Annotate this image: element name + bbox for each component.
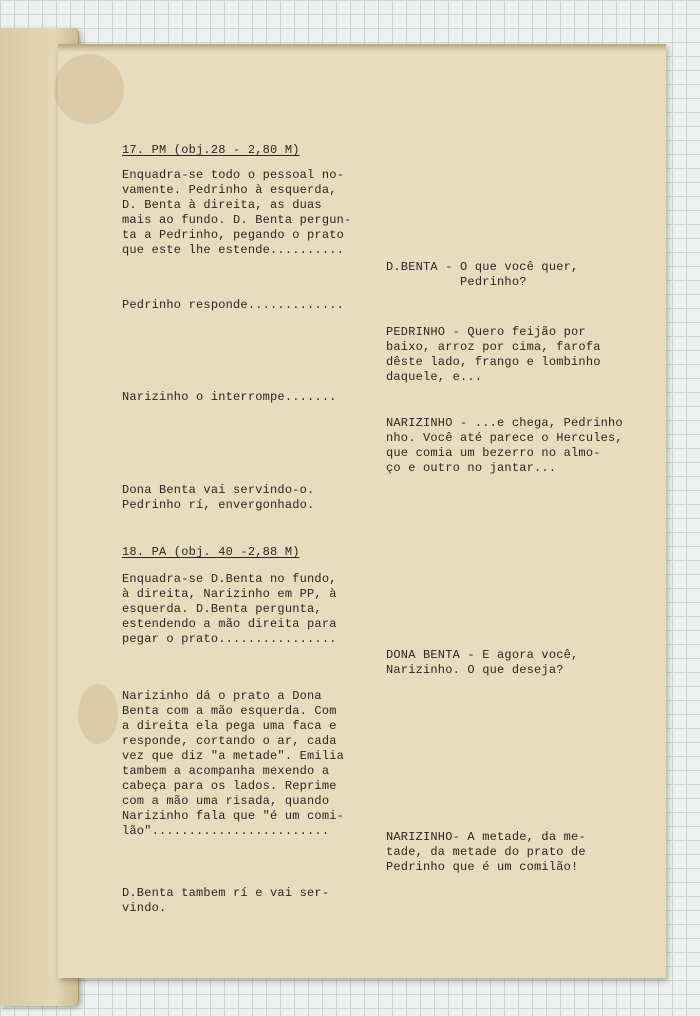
scene18-action2-line: a direita ela pega uma faca e — [122, 719, 337, 733]
scene17-action-line: Enquadra-se todo o pessoal no- — [122, 168, 345, 182]
dialogue-narizinho: que comia um bezerro no almo- — [386, 446, 601, 460]
dialogue-pedrinho: dêste lado, frango e lombinho — [386, 355, 601, 369]
scene18-action2-line: cabeça para os lados. Reprime — [122, 779, 337, 793]
dialogue-pedrinho: daquele, e... — [386, 370, 483, 384]
script-page — [58, 44, 666, 978]
dialogue-dona-benta: DONA BENTA - E agora você, — [386, 648, 579, 662]
dialogue-pedrinho: PEDRINHO - Quero feijão por — [386, 325, 586, 339]
scene17-action-line: que este lhe estende.......... — [122, 243, 345, 257]
dialogue-narizinho-2: tade, da metade do prato de — [386, 845, 586, 859]
scene17-action3: Narizinho o interrompe....... — [122, 390, 337, 404]
dialogue-narizinho-2: NARIZINHO- A metade, da me- — [386, 830, 586, 844]
scene17-action4: Pedrinho rí, envergonhado. — [122, 498, 315, 512]
stain — [78, 684, 118, 744]
dialogue-dbenta: D.BENTA - O que você quer, — [386, 260, 579, 274]
scene17-heading: 17. PM (obj.28 - 2,80 M) — [122, 143, 300, 157]
scene17-action-line: vamente. Pedrinho à esquerda, — [122, 183, 337, 197]
scene18-action2-line: responde, cortando o ar, cada — [122, 734, 337, 748]
scene18-action3: vindo. — [122, 901, 167, 915]
dialogue-pedrinho: baixo, arroz por cima, farofa — [386, 340, 601, 354]
scene18-action2-line: Narizinho dá o prato a Dona — [122, 689, 322, 703]
scene17-action-line: ta a Pedrinho, pegando o prato — [122, 228, 345, 242]
scene17-action-line: D. Benta à direita, as duas — [122, 198, 322, 212]
scene17-action-line: mais ao fundo. D. Benta pergun- — [122, 213, 352, 227]
scene18-action2-line: com a mão uma risada, quando — [122, 794, 330, 808]
scene18-action2-line: Benta com a mão esquerda. Com — [122, 704, 337, 718]
scene18-heading: 18. PA (obj. 40 -2,88 M) — [122, 545, 300, 559]
scene17-action2: Pedrinho responde............. — [122, 298, 345, 312]
dialogue-dbenta: Pedrinho? — [386, 275, 527, 289]
scene18-action2-line: vez que diz "a metade". Emilia — [122, 749, 345, 763]
scene18-action2-line: Narizinho fala que "é um comi- — [122, 809, 345, 823]
scene18-action-line: pegar o prato................ — [122, 632, 337, 646]
scene18-action3: D.Benta tambem rí e vai ser- — [122, 886, 330, 900]
scene18-action2-line: lão"........................ — [122, 824, 330, 838]
dialogue-narizinho-2: Pedrinho que é um comilão! — [386, 860, 579, 874]
dialogue-narizinho: ço e outro no jantar... — [386, 461, 557, 475]
dialogue-narizinho: NARIZINHO - ...e chega, Pedrinho — [386, 416, 623, 430]
stain — [54, 54, 124, 124]
scene18-action-line: Enquadra-se D.Benta no fundo, — [122, 572, 337, 586]
scene18-action-line: esquerda. D.Benta pergunta, — [122, 602, 322, 616]
scene18-action-line: à direita, Narizinho em PP, à — [122, 587, 337, 601]
scene18-action-line: estendendo a mão direita para — [122, 617, 337, 631]
scene17-action4: Dona Benta vai servindo-o. — [122, 483, 315, 497]
dialogue-narizinho: nho. Você até parece o Hercules, — [386, 431, 623, 445]
scene18-action2-line: tambem a acompanha mexendo a — [122, 764, 330, 778]
dialogue-dona-benta: Narizinho. O que deseja? — [386, 663, 564, 677]
